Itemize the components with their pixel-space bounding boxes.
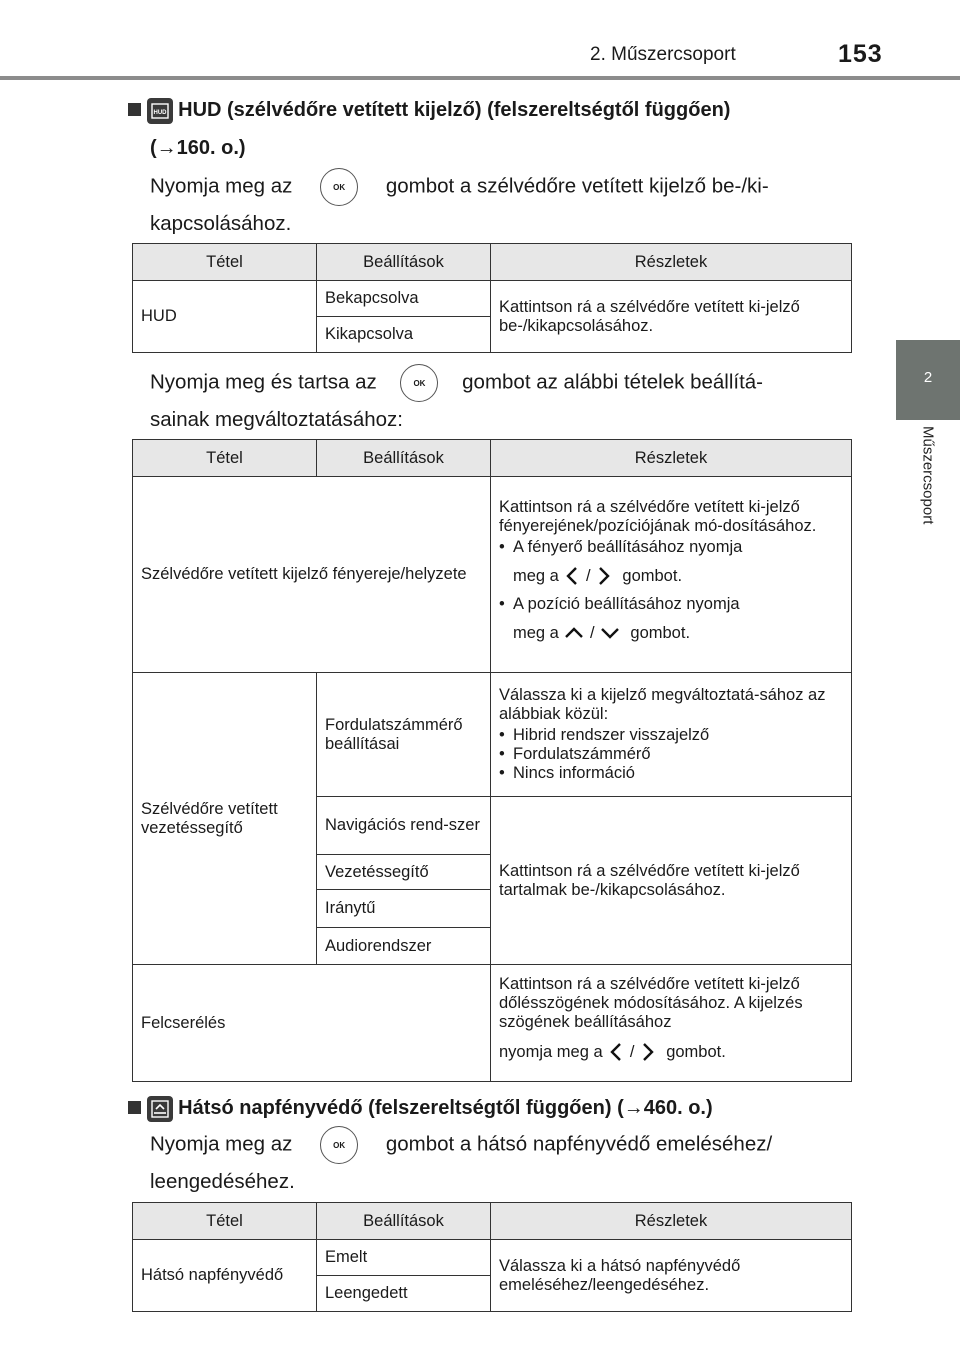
table-cell-detail: Válassza ki a hátsó napfényvédő emeléséhez/leengedéséhez. <box>491 1240 852 1312</box>
table-cell-detail: Kattintson rá a szélvédőre vetített ki-jelző dőlésszögének módosításához. A kijelzés szögének beállításához nyomja meg a / gombot. <box>491 965 852 1082</box>
section-hud-para1: Nyomja meg az OK gombot a szélvédőre vetített kijelző be-/ki- kapcsolásához. <box>150 168 850 242</box>
section-hud-para2: Nyomja meg és tartsa az OK gombot az alábbi tételek beállítá- sainak megváltoztatásához: <box>150 364 850 438</box>
col-header-item: Tétel <box>133 1203 317 1240</box>
chevron-up-icon <box>563 625 585 641</box>
section-bullet <box>128 103 141 116</box>
table-hud <box>132 243 852 353</box>
col-header-item: Tétel <box>133 440 317 477</box>
table-cell-option: Bekapcsolva <box>317 281 491 317</box>
ok-button-icon: OK <box>320 168 358 206</box>
col-header-settings: Beállítások <box>317 1203 491 1240</box>
table-cell-option: Emelt <box>317 1240 491 1276</box>
table-cell-item: Felcserélés <box>133 965 491 1082</box>
table-cell-item: HUD <box>133 281 317 353</box>
table-cell-detail: Kattintson rá a szélvédőre vetített ki-jelző tartalmak be-/kikapcsolásához. <box>491 797 852 965</box>
page-number: 153 <box>838 40 883 68</box>
chapter-tab: 2 <box>896 340 960 420</box>
chevron-right-icon <box>595 565 613 587</box>
col-header-settings: Beállítások <box>317 440 491 477</box>
section-hud-heading: HUD HUD (szélvédőre vetített kijelző) (felszereltségtől függően) <box>128 92 858 128</box>
header-divider <box>0 76 960 80</box>
section-bullet <box>128 1101 141 1114</box>
col-header-settings: Beállítások <box>317 244 491 281</box>
table-cell-option: Kikapcsolva <box>317 317 491 353</box>
table-cell-option: Navigációs rend-szer <box>317 797 491 855</box>
table-cell-option: Fordulatszámmérő beállításai <box>317 673 491 797</box>
table-cell-option: Leengedett <box>317 1276 491 1312</box>
col-header-details: Részletek <box>491 244 852 281</box>
chevron-left-icon <box>563 565 581 587</box>
section-sunshade-para: Nyomja meg az OK gombot a hátsó napfényvédő emeléséhez/ leengedéséhez. <box>150 1126 850 1200</box>
table-cell-detail: Válassza ki a kijelző megváltoztatá-sához az alábbiak közül: • Hibrid rendszer visszajelző • Fordulatszámmérő • Nincs információ <box>491 673 852 797</box>
chevron-down-icon <box>599 625 621 641</box>
table-cell-item: Szélvédőre vetített vezetéssegítő <box>133 673 317 965</box>
table-cell-item: Hátsó napfényvédő <box>133 1240 317 1312</box>
chevron-right-icon <box>639 1041 657 1063</box>
col-header-item: Tétel <box>133 244 317 281</box>
table-sunshade <box>132 1202 852 1312</box>
table-cell-detail: Kattintson rá a szélvédőre vetített ki-jelző be-/kikapcsolásához. <box>491 281 852 353</box>
ok-button-icon: OK <box>400 364 438 402</box>
ok-button-icon: OK <box>320 1126 358 1164</box>
table-cell-detail: Kattintson rá a szélvédőre vetített ki-jelző fényerejének/pozíciójának mó-dosításához. • A fényerő beállításához nyomja meg a / gombot. • A pozíció beállításához nyomja meg a / gombot. <box>491 477 852 673</box>
section-hud-ref: (→160. o.) <box>150 137 246 159</box>
chapter-side-label: Műszercsoport <box>919 426 937 525</box>
col-header-details: Részletek <box>491 440 852 477</box>
hud-icon <box>147 98 173 124</box>
table-cell-option: Audiorendszer <box>317 928 491 965</box>
table-cell-option: Vezetéssegítő <box>317 855 491 890</box>
table-cell-item: Szélvédőre vetített kijelző fényereje/helyzete <box>133 477 491 673</box>
chapter-title: 2. Műszercsoport <box>590 44 736 65</box>
table-hud-settings <box>132 439 852 1082</box>
section-sunshade-heading: Hátsó napfényvédő (felszereltségtől függően) (→460. o.) <box>128 1090 858 1126</box>
chevron-left-icon <box>607 1041 625 1063</box>
table-cell-option: Iránytű <box>317 890 491 928</box>
svg-text:HUD: HUD <box>153 109 167 116</box>
rear-sunshade-icon <box>147 1096 173 1122</box>
col-header-details: Részletek <box>491 1203 852 1240</box>
